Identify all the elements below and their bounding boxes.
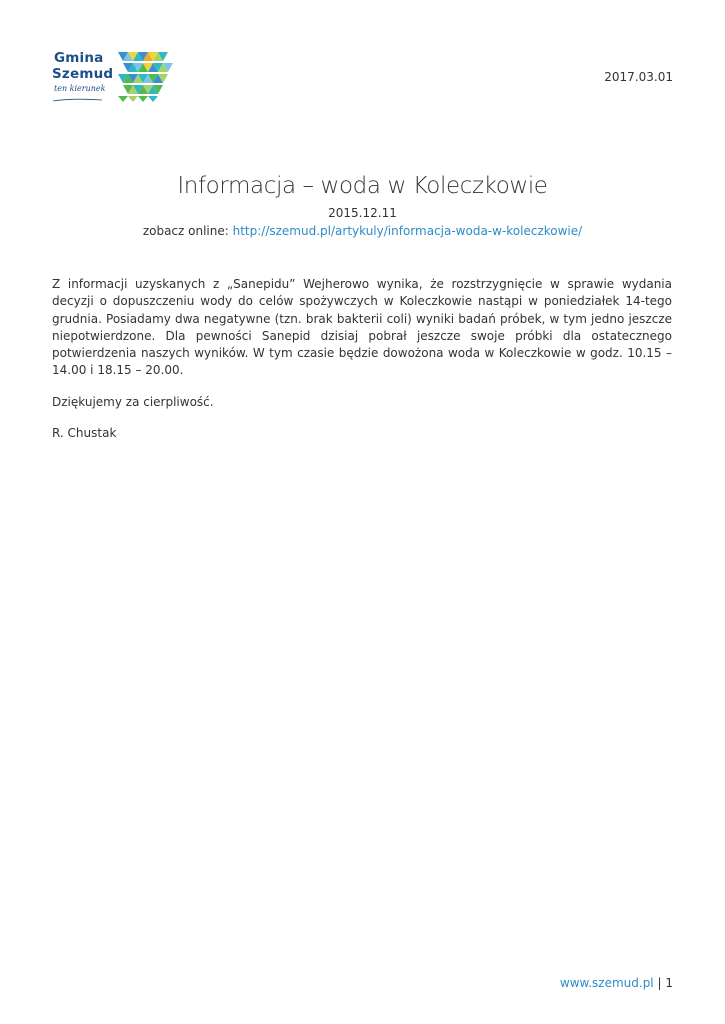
gmina-szemud-logo [52,50,182,106]
article-body [52,276,672,456]
footer-site-link[interactable]: www.szemud.pl [559,976,654,990]
publication-date: 2015.12.11 [328,206,397,220]
page-number: 1 [665,976,673,990]
online-link-row [0,224,725,238]
body-paragraph: Z informacji uzyskanych z „Sanepidu” Wejherowo wynika, że rozstrzygnięcie w sprawie wydania decyzji o dopuszczeniu wody do celów spożywczych w Koleczkowie nastąpi w poniedziałek 14-tego grudnia. Posiadamy dwa negatywne (tzn. brak bakterii coli) wyniki badań próbek, w tym jedno jeszcze niepotwierdzone. Dla pewności Sanepid dzisiaj pobrał jeszcze swoje próbki dla ostatecznego potwierdzenia naszych wyników. W tym czasie będzie dowożona woda w Koleczkowie w godz. 10.15 – 14.00 i 18.15 – 20.00. [52,277,672,378]
online-label: zobacz online: [142,224,229,238]
page-footer [560,976,673,990]
logo-underline-icon [52,97,104,103]
author-signature: R. Chustak [52,426,117,441]
print-date: 2017.03.01 [604,70,673,84]
logo-line-szemud: Szemud [52,66,114,82]
triangle-mosaic-icon [118,50,176,102]
logo-tagline: ten kierunek [54,84,106,93]
page-title: Informacja – woda w Koleczkowie [177,173,548,199]
logo-line-gmina: Gmina [54,50,104,66]
article-url-link[interactable]: http://szemud.pl/artykuly/informacja-woda-w-koleczkowie/ [232,224,583,238]
logo-text [52,50,113,93]
thanks-paragraph: Dziękujemy za cierpliwość. [52,394,214,409]
footer-separator: | [657,976,662,990]
